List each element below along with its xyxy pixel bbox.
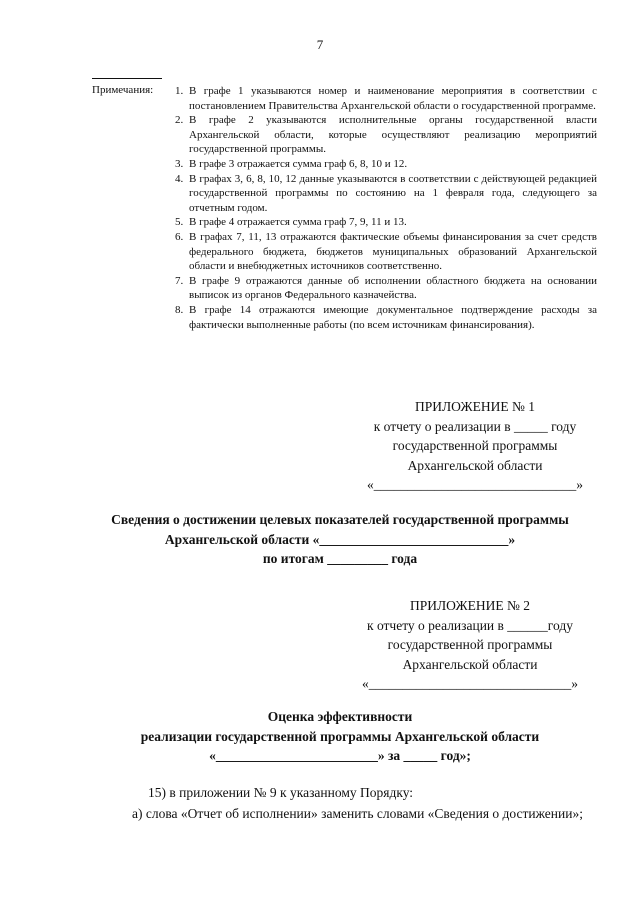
note-number: 6.	[175, 230, 184, 243]
footnote-rule	[92, 78, 162, 79]
note-number: 7.	[175, 274, 184, 287]
heading-efficiency-line: «________________________» за _____ год»;	[209, 748, 471, 763]
page-number: 7	[316, 37, 324, 52]
note-text: В графе 1 указываются номер и наименование мероприятия в соответствии с постановлением Правительства Архангельской области о государственной программе.	[189, 85, 597, 112]
note-item	[175, 303, 597, 332]
note-item	[175, 113, 597, 157]
heading-efficiency	[60, 707, 620, 766]
appendix-2-title: ПРИЛОЖЕНИЕ № 2	[409, 598, 531, 613]
note-text: В графе 3 отражается сумма граф 6, 8, 10 и 12.	[189, 157, 408, 170]
note-number: 1.	[175, 85, 184, 97]
appendix-1-block	[355, 397, 595, 495]
heading-targets-line: по итогам _________ года	[262, 551, 418, 566]
note-text: В графе 2 указываются исполнительные органы государственной власти Архангельской области, которые осуществляют реализацию мероприятий государственной программы.	[189, 114, 597, 156]
notes-label: Примечания:	[92, 84, 154, 96]
note-number: 5.	[175, 216, 184, 229]
body-paragraph: 15) в приложении № 9 к указанному Порядку:	[148, 785, 414, 800]
heading-efficiency-line: Оценка эффективности	[267, 709, 413, 724]
note-item	[175, 230, 597, 274]
appendix-1-line: Архангельской области	[407, 457, 543, 473]
note-item	[175, 84, 597, 113]
note-text: В графе 14 отражаются имеющие документальное подтверждение расходы за фактически выполненные работы (по всем источникам финансирования).	[189, 303, 597, 331]
note-text: В графах 7, 11, 13 отражаются фактические объемы финансирования за счет средств федерального бюджета, бюджетов муниципальных образований Архангельской области и внебюджетных источников соответственно.	[189, 230, 597, 273]
note-number: 2.	[175, 114, 184, 127]
note-number: 3.	[175, 157, 184, 170]
appendix-2-line: Архангельской области	[402, 656, 538, 672]
heading-targets-line: Архангельской области «____________________________»	[164, 531, 516, 547]
heading-targets-line: Сведения о достижении целевых показателей государственной программы	[111, 512, 569, 527]
appendix-2-line: «______________________________»	[362, 676, 578, 691]
note-item	[175, 172, 597, 216]
note-text: В графах 3, 6, 8, 10, 12 данные указываются в соответствии с действующей редакцией государственной программы по состоянию на 1 февраля года, следующего за отчетным годом.	[189, 172, 597, 214]
notes-list	[175, 84, 597, 332]
note-number: 8.	[175, 303, 184, 316]
note-number: 4.	[175, 172, 184, 185]
appendix-1-title: ПРИЛОЖЕНИЕ № 1	[414, 399, 536, 414]
appendix-2-line: к отчету о реализации в ______году	[367, 617, 573, 633]
appendix-1-line: к отчету о реализации в _____ году	[373, 418, 577, 434]
note-text: В графе 4 отражается сумма граф 7, 9, 11 и 13.	[189, 216, 407, 229]
appendix-2-line: государственной программы	[387, 637, 553, 652]
heading-efficiency-line: реализации государственной программы Архангельской области	[140, 728, 540, 744]
note-item	[175, 215, 597, 230]
note-item	[175, 157, 597, 172]
appendix-1-line: «______________________________»	[367, 477, 583, 492]
note-item	[175, 274, 597, 303]
body-paragraph: а) слова «Отчет об исполнении» заменить словами «Сведения о достижении»;	[132, 806, 583, 821]
heading-targets	[60, 510, 620, 569]
appendix-2-block	[350, 596, 590, 694]
appendix-1-line: государственной программы	[392, 438, 558, 453]
note-text: В графе 9 отражаются данные об исполнении областного бюджета на основании выписок из органов Федерального казначейства.	[189, 274, 597, 302]
